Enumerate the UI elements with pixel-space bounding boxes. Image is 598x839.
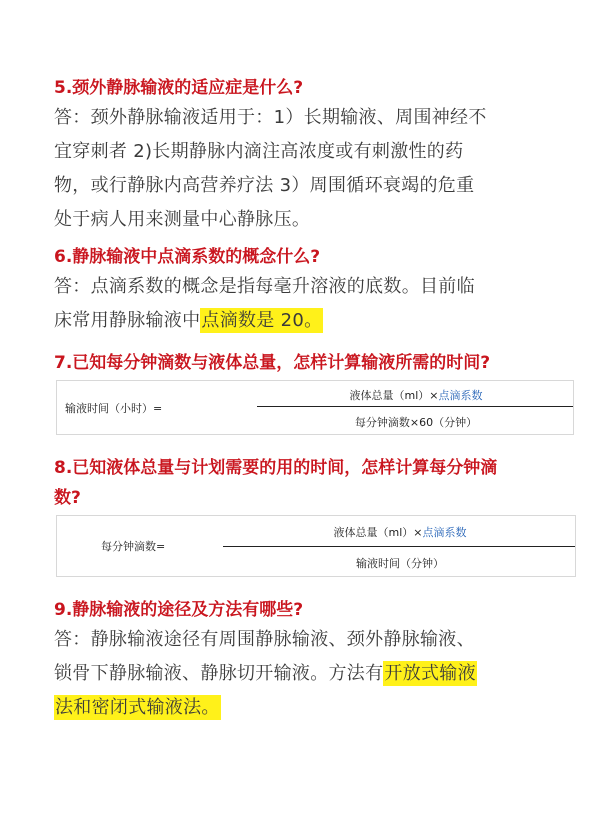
answer-9 <box>54 623 554 725</box>
formula-7-fraction-bar <box>257 406 573 407</box>
formula-8-fraction-bar <box>223 546 575 547</box>
answer-9-highlight-2: 法和密闭式输液法。 <box>55 697 220 718</box>
answer-5-line-3: 物，或行静脉内高营养疗法 3）周围循环衰竭的危重 <box>54 175 475 196</box>
answer-9-highlight-1: 开放式输液 <box>384 663 476 684</box>
question-7-title: 7.已知每分钟滴数与液体总量，怎样计算输液所需的时间? <box>54 353 491 373</box>
answer-6 <box>54 270 554 338</box>
question-5-title: 5.颈外静脉输液的适应症是什么? <box>54 78 304 98</box>
answer-6-line-2 <box>54 304 554 338</box>
question-6-title: 6.静脉输液中点滴系数的概念什么? <box>54 247 321 267</box>
formula-7-numerator <box>257 387 575 403</box>
formula-8-left: 每分钟滴数= <box>101 540 166 553</box>
formula-7-numerator-coefficient: 点滴系数 <box>438 389 483 402</box>
question-8-title-line-1: 8.已知液体总量与计划需要的用的时间，怎样计算每分钟滴 <box>54 458 498 478</box>
answer-9-line-2-text: 锁骨下静脉输液、静脉切开输液。方法有 <box>54 663 384 684</box>
answer-5-line-4: 处于病人用来测量中心静脉压。 <box>54 209 311 230</box>
question-9-title: 9.静脉输液的途径及方法有哪些? <box>54 600 304 620</box>
answer-6-highlight: 点滴数是 20。 <box>201 310 323 331</box>
formula-8-denominator: 输液时间（分钟） <box>356 557 444 570</box>
formula-7-numerator-text: 液体总量（ml）× <box>349 389 439 402</box>
answer-5-line-2: 宜穿刺者 2)长期静脉内滴注高浓度或有刺激性的药 <box>54 141 464 162</box>
answer-9-line-3 <box>54 691 554 725</box>
question-8-title-line-2: 数? <box>54 488 81 508</box>
answer-5 <box>54 101 554 237</box>
formula-8-numerator-coefficient: 点滴系数 <box>422 526 467 539</box>
answer-6-line-2-text: 床常用静脉输液中 <box>54 310 201 331</box>
answer-9-line-1: 答：静脉输液途径有周围静脉输液、颈外静脉输液、 <box>54 629 475 650</box>
formula-7-left: 输液时间（小时）= <box>65 401 163 415</box>
answer-5-line-1: 答：颈外静脉输液适用于：1）长期输液、周围神经不 <box>54 107 487 128</box>
formula-table-7 <box>56 380 574 435</box>
formula-table-8 <box>56 515 576 577</box>
formula-8-numerator <box>223 524 577 540</box>
answer-9-line-2 <box>54 657 554 691</box>
answer-6-line-1: 答：点滴系数的概念是指每毫升溶液的底数。目前临 <box>54 276 475 297</box>
formula-7-denominator: 每分钟滴数×60（分钟） <box>354 416 478 429</box>
formula-8-numerator-text: 液体总量（ml）× <box>333 526 423 539</box>
